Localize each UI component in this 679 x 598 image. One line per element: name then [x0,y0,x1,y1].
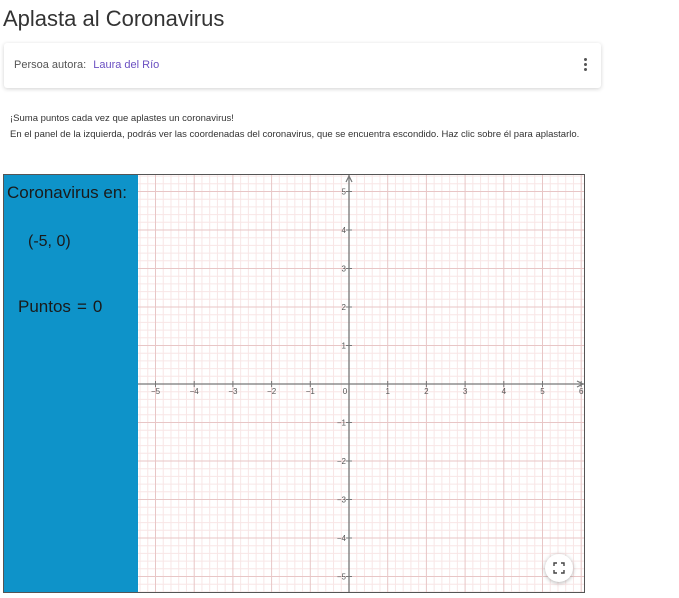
x-tick-label: 3 [462,387,468,396]
more-vert-icon[interactable] [581,58,589,74]
y-tick-label: 5 [341,187,346,197]
graph-area[interactable] [138,175,584,592]
y-tick-label: −4 [336,534,346,543]
author-card [4,43,601,88]
x-tick-label: 1 [385,387,390,396]
y-tick-label: −3 [336,495,346,505]
info-panel [4,175,138,592]
x-tick-label: −5 [150,387,161,396]
score-display [18,297,102,317]
x-tick-label: 5 [540,387,545,396]
fullscreen-icon [545,554,573,582]
coronavirus-coordinates: (-5, 0) [28,233,71,250]
x-tick-label: 6 [578,387,584,396]
y-tick-label: −1 [336,418,346,428]
author-label: Persoa autora: [14,59,87,71]
x-tick-label: 2 [424,387,429,396]
y-tick-label: 4 [341,226,346,235]
activity-description [10,111,579,143]
points-equals: = [76,297,87,316]
y-tick-label: 2 [341,303,346,312]
description-line-1: ¡Suma puntos cada vez que aplastes un coronavirus! [10,113,234,124]
y-tick-label: 3 [341,264,346,274]
points-value: 0 [92,297,103,316]
fullscreen-button[interactable] [545,554,573,582]
y-tick-label: 1 [341,341,346,351]
x-tick-label: 4 [501,387,507,396]
panel-title: Coronavirus en: [7,183,128,202]
y-tick-label: −2 [336,457,346,466]
author-name-link[interactable]: Laura del Río [93,59,160,71]
x-tick-label: −3 [228,387,238,396]
y-tick-label: −5 [336,572,346,582]
x-tick-label: −2 [267,387,277,396]
description-line-2: En el panel de la izquierda, podrás ver las coordenadas del coronavirus, que se encuentra escondido. Haz clic sobre él para aplastarlo. [10,129,580,140]
x-tick-label: −1 [305,387,315,396]
author-row [14,59,159,71]
points-label: Puntos [18,297,71,316]
x-tick-label: 0 [342,387,348,396]
x-tick-label: −4 [189,387,199,396]
geogebra-applet [3,174,585,593]
page-title: Aplasta al Coronavirus [3,6,225,31]
